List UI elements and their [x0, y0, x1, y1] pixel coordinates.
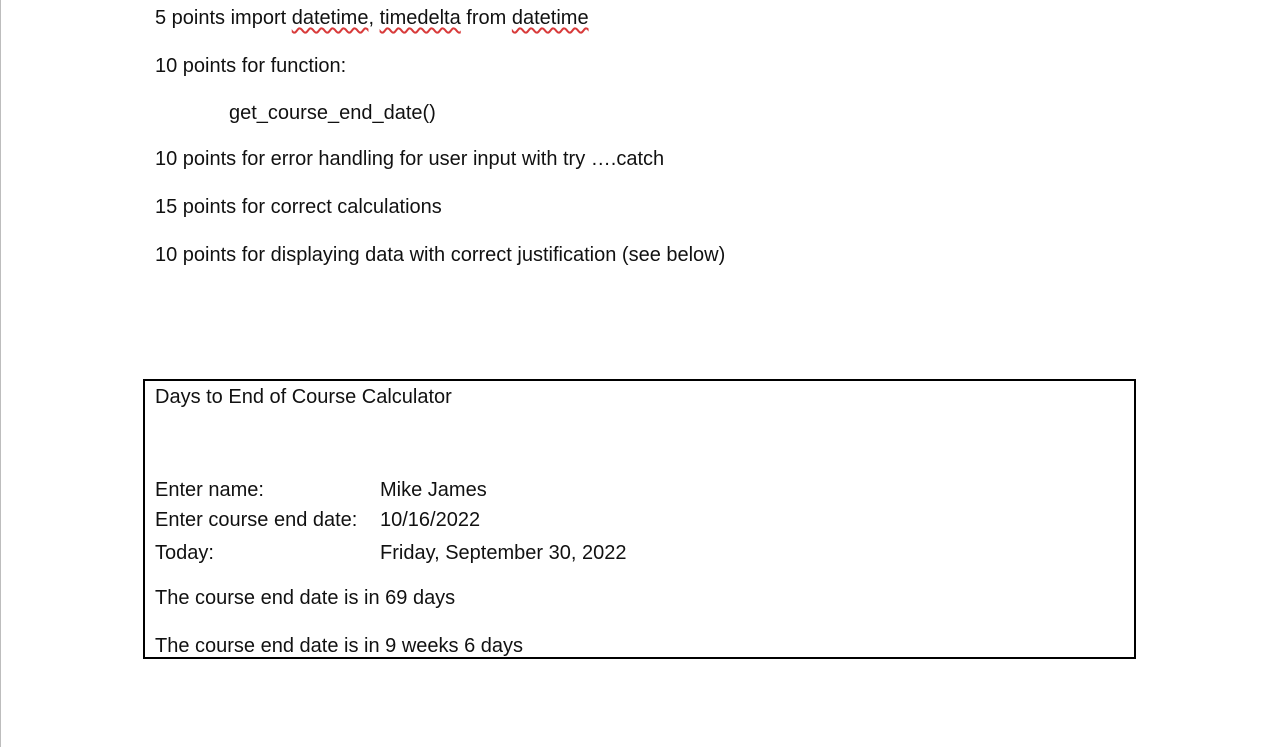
rubric-line-imports-sep1: , — [368, 7, 380, 29]
rubric-line-error-handling: 10 points for error handling for user input with try ….catch — [155, 148, 665, 170]
rubric-line-function: 10 points for function: — [155, 55, 347, 77]
row-value-name: Mike James — [380, 479, 487, 501]
sample-output-box — [143, 379, 1136, 659]
rubric-line-justification: 10 points for displaying data with correct justification (see below) — [155, 244, 726, 266]
spellcheck-word-datetime-2[interactable]: datetime — [511, 7, 589, 29]
spellcheck-word-timedelta[interactable]: timedelta — [379, 7, 461, 29]
result-weeks: The course end date is in 9 weeks 6 days — [155, 635, 523, 657]
row-label-end-date: Enter course end date: — [155, 509, 358, 531]
rubric-line-imports-sep2: from — [460, 7, 512, 29]
result-days: The course end date is in 69 days — [155, 587, 456, 609]
rubric-line-function-name: get_course_end_date() — [229, 102, 436, 124]
row-label-name: Enter name: — [155, 479, 264, 501]
row-value-end-date: 10/16/2022 — [380, 509, 481, 531]
rubric-line-imports-prefix: 5 points import — [155, 7, 292, 29]
row-value-today: Friday, September 30, 2022 — [380, 542, 627, 564]
sample-output-title: Days to End of Course Calculator — [155, 386, 452, 408]
spellcheck-word-datetime[interactable]: datetime — [291, 7, 369, 29]
row-label-today: Today: — [155, 542, 214, 564]
rubric-line-calculations: 15 points for correct calculations — [155, 196, 442, 218]
rubric-line-imports — [155, 6, 589, 30]
